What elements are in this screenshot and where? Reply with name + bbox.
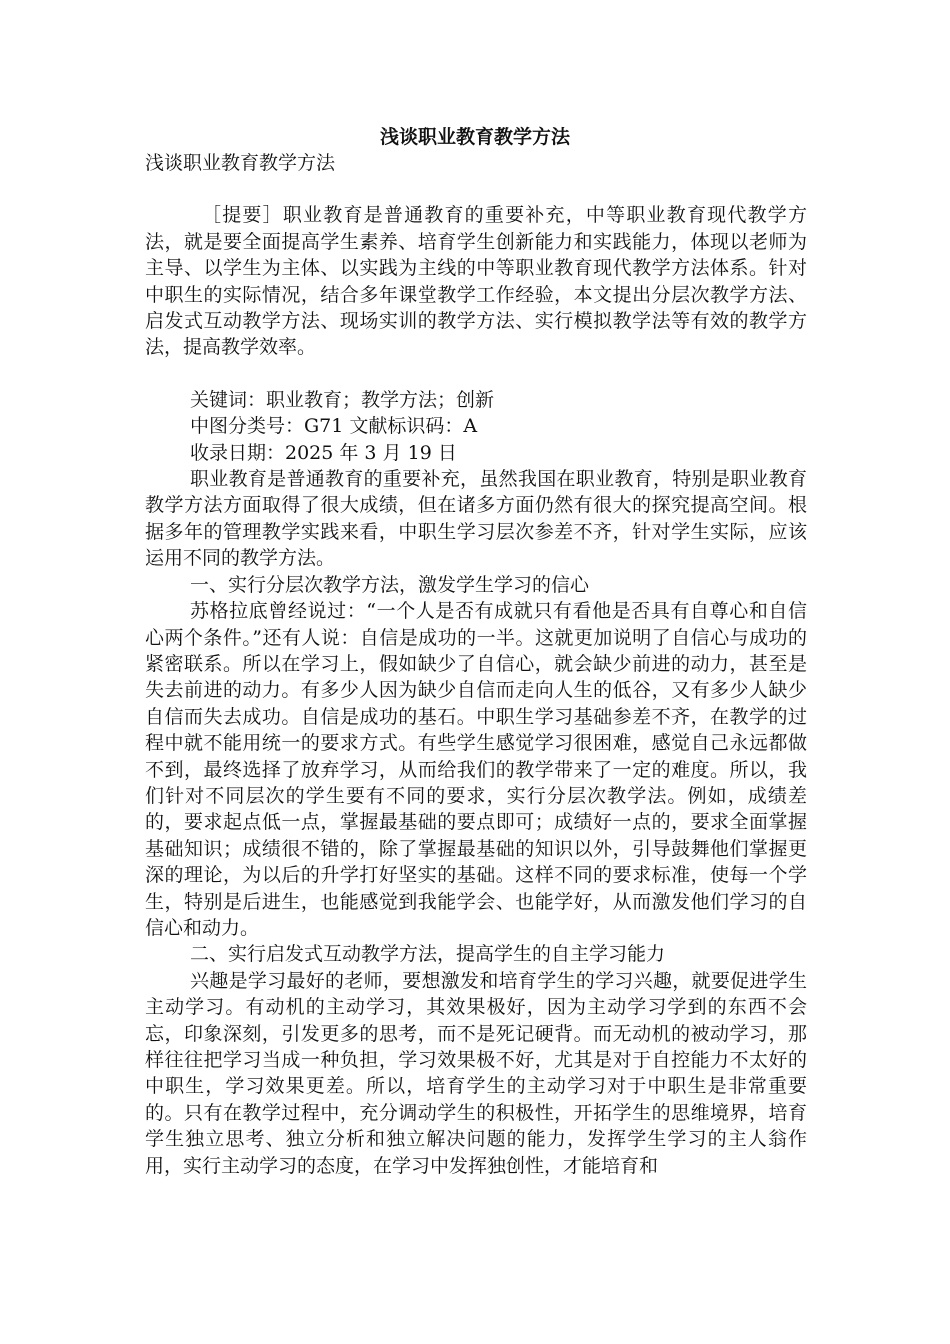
document-body (145, 150, 807, 1179)
spacer (145, 361, 807, 387)
classification-line: 中图分类号：G71 文献标识码：A (190, 415, 478, 438)
document-subtitle: 浅谈职业教育教学方法 (145, 152, 336, 174)
spacer (145, 176, 807, 202)
document-title: 浅谈职业教育教学方法 (379, 126, 570, 148)
keywords-line: 关键词：职业教育；教学方法；创新 (190, 388, 495, 411)
section-1-heading: 一、实行分层次教学方法，激发学生学习的信心 (190, 573, 590, 596)
section-2-heading: 二、实行启发式互动教学方法，提高学生的自主学习能力 (190, 943, 666, 966)
abstract-paragraph: ［提要］职业教育是普通教育的重要补充，中等职业教育现代教学方法，就是要全面提高学生素养、培育学生创新能力和实践能力，体现以老师为主导、以学生为主体、以实践为主线的中等职业教育现代教学方法体系。针对中职生的实际情况，结合多年课堂教学工作经验，本文提出分层次教学方法、启发式互动教学方法、现场实训的教学方法、实行模拟教学法等有效的教学方法，提高教学效率。 (145, 204, 807, 359)
intro-paragraph: 职业教育是普通教育的重要补充，虽然我国在职业教育，特别是职业教育教学方法方面取得了很大成绩，但在诸多方面仍然有很大的探究提高空间。根据多年的管理教学实践来看，中职生学习层次参差不齐，针对学生实际，应该运用不同的教学方法。 (145, 468, 807, 570)
section-2-paragraph: 兴趣是学习最好的老师，要想激发和培育学生的学习兴趣，就要促进学生主动学习。有动机的主动学习，其效果极好，因为主动学习学到的东西不会忘，印象深刻，引发更多的思考，而不是死记硬背。而无动机的被动学习，那样往往把学习当成一种负担，学习效果极不好，尤其是对于自控能力不太好的中职生，学习效果更差。所以，培育学生的主动学习对于中职生是非常重要的。只有在教学过程中，充分调动学生的积极性，开拓学生的思维境界，培育学生独立思考、独立分析和独立解决问题的能力，发挥学生学习的主人翁作用，实行主动学习的态度，在学习中发挥独创性，才能培育和 (145, 969, 807, 1177)
section-1-paragraph: 苏格拉底曾经说过：“一个人是否有成就只有看他是否具有自尊心和自信心两个条件。”还有人说：自信是成功的一半。这就更加说明了自信心与成功的紧密联系。所以在学习上，假如缺少了自信心，就会缺少前进的动力，甚至是失去前进的动力。有多少人因为缺少自信而走向人生的低谷，又有多少人缺少自信而失去成功。自信是成功的基石。中职生学习基础参差不齐，在教学的过程中就不能用统一的要求方式。有些学生感觉学习很困难，感觉自己永远都做不到，最终选择了放弃学习，从而给我们的教学带来了一定的难度。所以，我们针对不同层次的学生要有不同的要求，实行分层次教学法。例如，成绩差的，要求起点低一点，掌握最基础的要点即可；成绩好一点的，要求全面掌握基础知识；成绩很不错的，除了掌握最基础的知识以外，引导鼓舞他们掌握更深的理论，为以后的升学打好坚实的基础。这样不同的要求标准，使每一个学生，特别是后进生，也能感觉到我能学会、也能学好，从而激发他们学习的自信心和动力。 (145, 600, 807, 939)
received-date-line: 收录日期：2025 年 3 月 19 日 (190, 441, 457, 464)
